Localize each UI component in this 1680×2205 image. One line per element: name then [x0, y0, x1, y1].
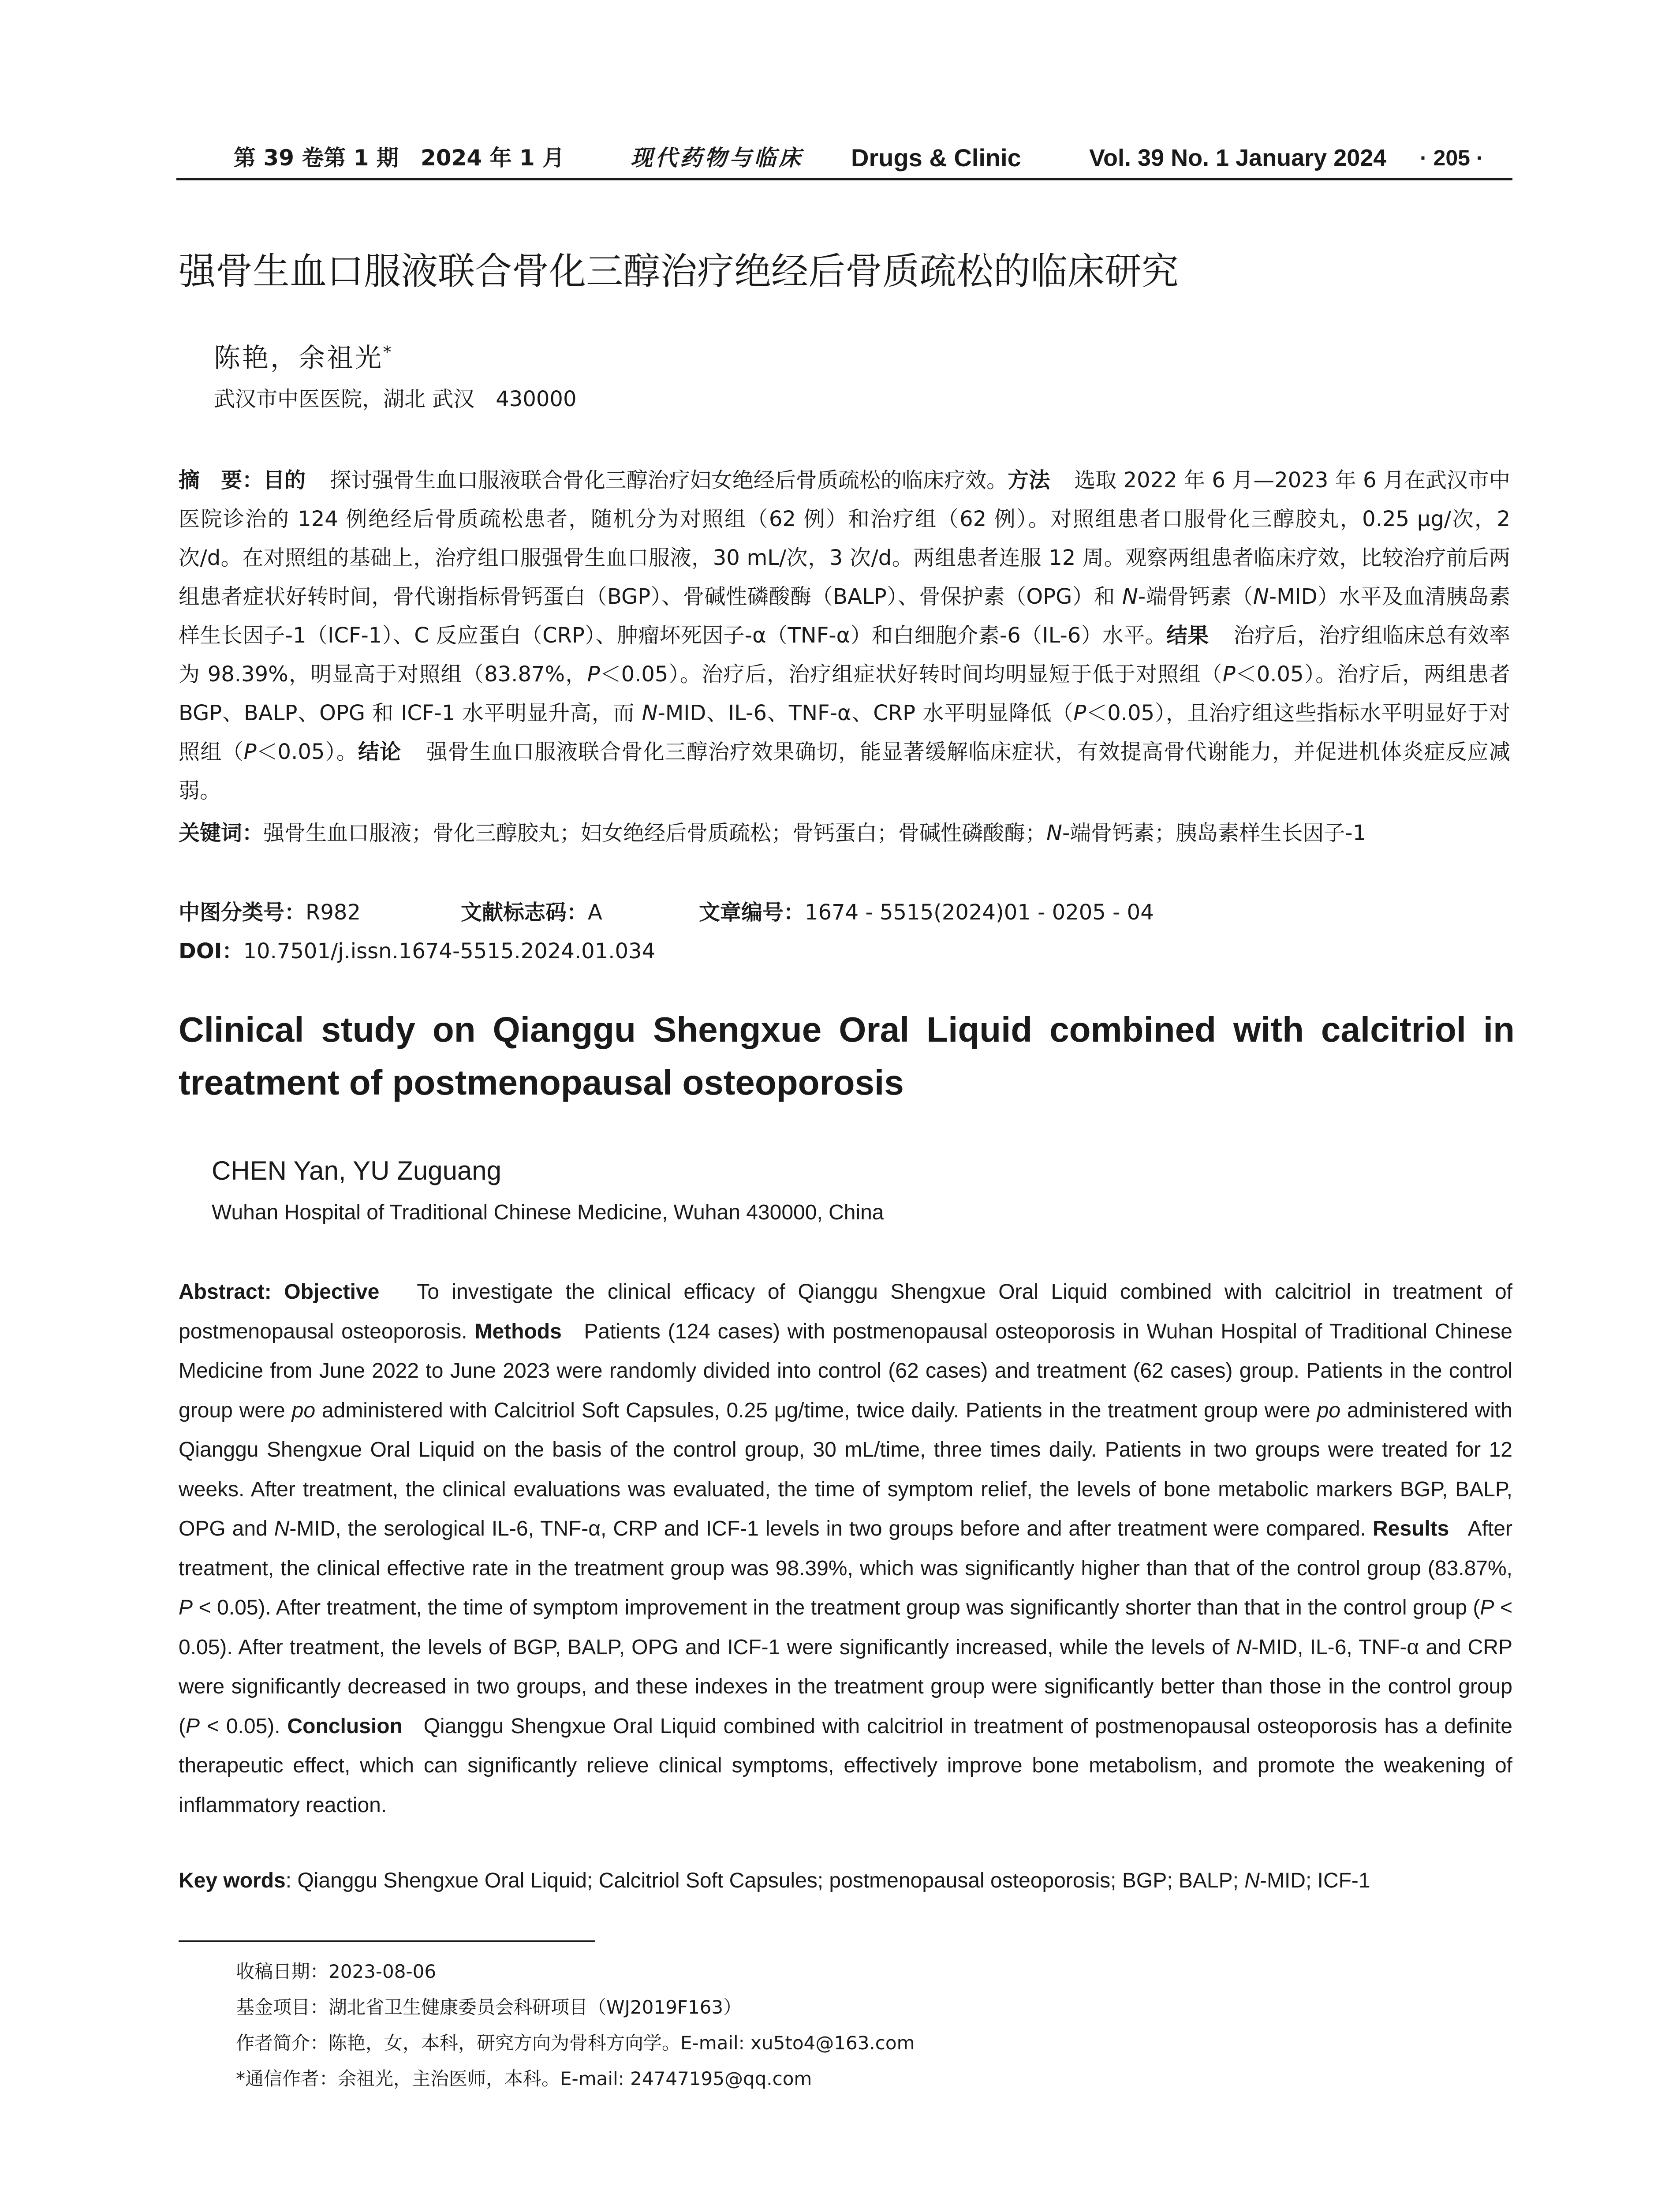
en-keywords-colon: :: [285, 1869, 292, 1892]
footnote-author-bio: 作者简介：陈艳，女，本科，研究方向为骨科方向学。E-mail: xu5to4@163.com: [236, 2032, 915, 2054]
article-number-label: 文章编号：: [699, 900, 805, 925]
chinese-authors: [214, 335, 393, 376]
footnote-corresponding: *通信作者：余祖光，主治医师，本科。E-mail: 24747195@qq.com: [236, 2068, 812, 2089]
cn-objective-label: 目的: [263, 468, 306, 493]
en-conclusion-label: Conclusion: [287, 1714, 403, 1738]
english-keywords: [179, 1861, 1512, 1901]
english-abstract: [179, 1272, 1512, 1825]
cn-methods-text: 选取 2022 年 6 月—2023 年 6 月在武汉市中医院诊治的 124 例绝经后骨质疏松患者，随机分为对照组（62 例）和治疗组（62 例）。对照组患者口服骨化三醇胶丸，0.25 μg/次，2 次/d。在对照组的基础上，治疗组口服强骨生血口服液，30 mL/次，3 次/d。两组患者连服 12 周。观察两组患者临床疗效，比较治疗前后两组患者症状好转时间，骨代谢指标骨钙蛋白（BGP）、骨碱性磷酸酶（BALP）、骨保护素（OPG）和: [179, 468, 1510, 609]
running-header: [176, 140, 1512, 180]
cn-keywords-text: 强骨生血口服液；骨化三醇胶丸；妇女绝经后骨质疏松；骨钙蛋白；骨碱性磷酸酶；: [263, 821, 1047, 845]
en-italic-n: N: [1236, 1635, 1252, 1659]
cn-methods-label: 方法: [1008, 468, 1050, 493]
cn-italic-n: N: [1122, 584, 1138, 609]
doi-label: DOI：: [179, 939, 243, 964]
cn-conclusion: 强骨生血口服液联合骨化三醇治疗效果确切，能显著缓解临床症状，有效提高骨代谢能力，并促进机体炎症反应减弱。: [179, 740, 1510, 803]
cn-italic-p: P: [1073, 701, 1086, 725]
cn-italic-n: N: [1253, 584, 1269, 609]
en-keywords-text: Qianggu Shengxue Oral Liquid; Calcitriol Soft Capsules; postmenopausal osteoporosis; BGP; BALP;: [291, 1869, 1245, 1892]
document-code-label: 文献标志码：: [461, 900, 588, 925]
header-journal-cn: 现代药物与临床: [631, 145, 803, 171]
en-methods-text: administered with Calcitriol Soft Capsules, 0.25 μg/time, twice daily. Patients in the treatment group were: [315, 1398, 1317, 1422]
en-italic-n: N: [1244, 1869, 1260, 1892]
cn-results-text: 治疗后，治疗组临床总有效率为 98.39%，明显高于对照组（83.87%，: [179, 623, 1510, 687]
cn-italic-p: P: [587, 662, 600, 687]
header-issue: 第 39 卷第 1 期 2024 年 1 月: [234, 145, 565, 171]
english-title: Clinical study on Qianggu Shengxue Oral Liquid combined with calcitriol in treatment of postmenopausal osteoporosis: [179, 1010, 1515, 1102]
en-conclusion: Qianggu Shengxue Oral Liquid combined with calcitriol in treatment of postmenopausal osteoporosis has a definite therapeutic effect, which can significantly relieve clinical symptoms, effectively improve bone metabolism, and promote the weakening of inflammatory reaction.: [179, 1714, 1513, 1817]
doi-value: 10.7501/j.issn.1674-5515.2024.01.034: [243, 939, 656, 964]
article-number: [699, 893, 1154, 932]
cn-abstract-label: 摘 要：: [179, 468, 264, 493]
cn-methods-text: -MID）水平及血清胰岛素样生长因子-1（ICF-1）、C 反应蛋白（CRP）、肿瘤坏死因子-α（TNF-α）和白细胞介素-6（IL-6）水平。: [179, 584, 1510, 648]
en-methods-text: -MID, the serological IL-6, TNF-α, CRP and ICF-1 levels in two groups before and after treatment were compared.: [289, 1517, 1366, 1540]
footnote-fund: 基金项目：湖北省卫生健康委员会科研项目（WJ2019F163）: [236, 1996, 742, 2018]
cn-italic-n: N: [1046, 821, 1062, 845]
en-abstract-label: Abstract:: [179, 1280, 272, 1304]
header-rule: [176, 178, 1512, 180]
header-page-number: · 205 ·: [1420, 146, 1484, 170]
article-number-value: 1674 - 5515(2024)01 - 0205 - 04: [805, 900, 1154, 925]
en-objective-label: Objective: [284, 1280, 380, 1304]
classification-line: [179, 893, 1154, 932]
en-italic-po: po: [1317, 1398, 1341, 1422]
cn-methods-text: -端骨钙素（: [1138, 584, 1253, 609]
en-italic-po: po: [291, 1398, 316, 1422]
cn-objective: 探讨强骨生血口服液联合骨化三醇治疗妇女绝经后骨质疏松的临床疗效。: [330, 468, 1008, 493]
en-results-text: After treatment, the clinical effective rate in the treatment group was 98.39%, which was significantly higher than that of the control group (83.87%,: [179, 1517, 1512, 1580]
en-keywords-label: Key words: [179, 1869, 286, 1892]
chinese-keywords: [179, 814, 1510, 852]
cn-italic-n: N: [642, 701, 658, 725]
en-italic-p: P: [179, 1596, 193, 1619]
chinese-abstract: [179, 461, 1510, 810]
cn-results-text: -MID、IL-6、TNF-α、CRP 水平明显降低（: [657, 701, 1074, 725]
cn-italic-p: P: [1222, 662, 1236, 687]
en-results-text: < 0.05).: [200, 1714, 280, 1738]
cn-conclusion-label: 结论: [358, 740, 402, 764]
cn-results-text: ＜0.05）。治疗后，治疗组症状好转时间均明显短于低于对照组（: [600, 662, 1223, 687]
en-keywords-text: -MID; ICF-1: [1259, 1869, 1370, 1892]
en-objective: To investigate the clinical efficacy of Qianggu Shengxue Oral Liquid combined with calcitriol in treatment of postmenopausal osteoporosis.: [179, 1280, 1513, 1343]
en-italic-p: P: [185, 1714, 200, 1738]
chinese-affiliation: 武汉市中医医院，湖北 武汉 430000: [214, 387, 577, 411]
cn-results-text: ＜0.05），且治疗组这些指标水平明显好于对照组（: [179, 701, 1510, 764]
en-results-text: < 0.05). After treatment, the time of symptom improvement in the treatment group was significantly shorter than that in the control group (: [193, 1596, 1480, 1619]
cn-keywords-label: 关键词：: [179, 821, 264, 845]
chinese-title: 强骨生血口服液联合骨化三醇治疗绝经后骨质疏松的临床研究: [179, 250, 1179, 293]
doi-line: [179, 932, 655, 971]
chinese-author-names: 陈艳，余祖光: [214, 343, 383, 374]
footnote-rule: [179, 1940, 595, 1942]
cn-keywords-text: -端骨钙素；胰岛素样生长因子-1: [1062, 821, 1366, 845]
corresponding-mark: *: [383, 344, 393, 362]
cn-results-label: 结果: [1166, 623, 1209, 648]
en-methods-label: Methods: [474, 1319, 562, 1343]
cn-italic-p: P: [243, 740, 257, 764]
en-italic-n: N: [274, 1517, 290, 1540]
footnotes: [236, 1954, 915, 2097]
clc-number: [179, 893, 461, 932]
en-methods-text: Patients (124 cases) with postmenopausal osteoporosis in Wuhan Hospital of Traditional Chinese Medicine from June 2022 to June 2023 were randomly divided into control (62 cases) and treatment (62 cases) group. Patients in the control group were: [179, 1319, 1512, 1422]
en-methods-text: administered with Qianggu Shengxue Oral Liquid on the basis of the control group, 30 mL/time, three times daily. Patients in two groups were treated for 12 weeks. After treatment, the clinical evaluations was evaluated, the time of symptom relief, the levels of bone metabolic markers BGP, BALP, OPG and: [179, 1398, 1512, 1540]
en-results-text: < 0.05). After treatment, the levels of BGP, BALP, OPG and ICF-1 were significantly increased, while the levels of: [179, 1596, 1513, 1659]
document-code: [461, 893, 699, 932]
en-results-label: Results: [1372, 1517, 1449, 1540]
en-results-text: -MID, IL-6, TNF-α and CRP were significantly decreased in two groups, and these indexes in the treatment group were significantly better than those in the control group (: [179, 1635, 1512, 1738]
header-journal-en: Drugs & Clinic: [851, 144, 1021, 172]
cn-results-text: ＜0.05）。治疗后，两组患者 BGP、BALP、OPG 和 ICF-1 水平明显升高，而: [179, 662, 1510, 725]
clc-value: R982: [306, 900, 361, 925]
english-authors: CHEN Yan, YU Zuguang: [212, 1156, 502, 1185]
document-code-value: A: [588, 900, 602, 925]
header-volume: Vol. 39 No. 1 January 2024: [1089, 145, 1387, 171]
clc-label: 中图分类号：: [179, 900, 306, 925]
footnote-received: 收稿日期：2023-08-06: [236, 1961, 437, 1982]
cn-results-text: ＜0.05）。: [256, 740, 358, 764]
en-italic-p: P: [1480, 1596, 1494, 1619]
english-affiliation: Wuhan Hospital of Traditional Chinese Medicine, Wuhan 430000, China: [212, 1201, 884, 1224]
